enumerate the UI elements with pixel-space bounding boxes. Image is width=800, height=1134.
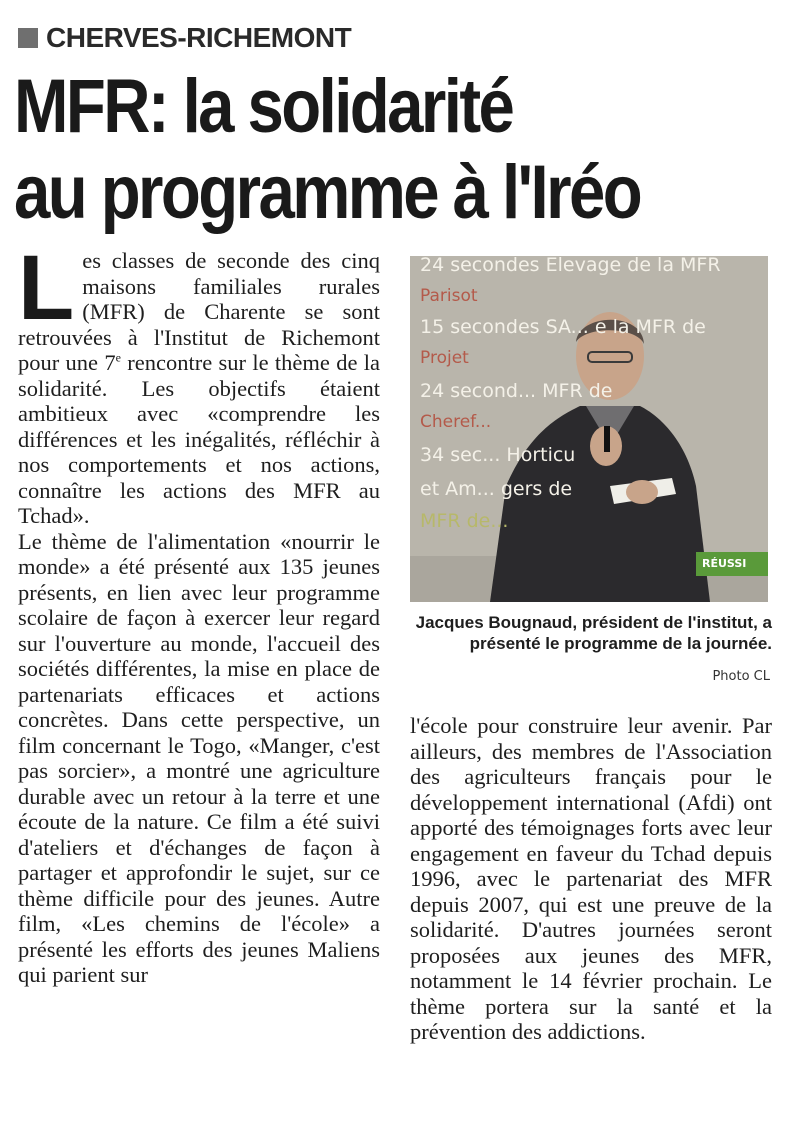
screen-line-1: 24 secondes Elevage de la MFR xyxy=(420,256,721,276)
screen-line-7: 34 sec... Horticu xyxy=(420,444,576,466)
headline-line-1: MFR: la solidarité xyxy=(14,64,513,149)
screen-line-4: Projet xyxy=(420,348,469,368)
paragraph-2: Le thème de l'alimentation «nourrir le monde» a été présenté aux 135 jeunes présents, en lien avec leur programme scolaire de façon à exercer leur regard sur l'ouverture au monde, l'accueil des sociétés différentes, la mise en place de partenariats efficaces et actions concrètes. Dans cette perspective, un film concernant le Togo, «Manger, c'est pas sorcier», a montré une agriculture durable avec un retour à la terre et une écoute de la nature. Ce film a été suivi d'ateliers et d'échanges de façon à partager et approfondir le sujet, sur ce thème difficile pour des jeunes. Autre film, «Les chemins de l'école» a présenté les efforts des jeunes Maliens qui parient sur xyxy=(18,528,380,987)
paragraph-3: l'école pour construire leur avenir. Par ailleurs, des membres de l'Association des agriculteurs français pour le développement international (Afdi) ont apporté des témoignages forts avec leur engagement en faveur du Tchad depuis 1996, avec le partenariat des MFR depuis 2007, qui est une preuve de la solidarité. D'autres journées seront proposées aux jeunes des MFR, notamment le 14 février prochain. Le thème portera sur la santé et la prévention des addictions. xyxy=(410,713,772,1044)
photo-credit: Photo CL xyxy=(712,669,770,684)
screen-line-3: 15 secondes SA... e la MFR de xyxy=(420,316,706,338)
screen-badge: RÉUSSI xyxy=(696,552,768,576)
screen-line-8: et Am... gers de xyxy=(420,478,573,500)
headline xyxy=(14,64,685,236)
screen-line-6: Cheref... xyxy=(420,412,492,432)
screen-line-5: 24 second... MFR de xyxy=(420,380,613,402)
article-column-right xyxy=(410,713,772,1045)
kicker-text: CHERVES-RICHEMONT xyxy=(46,22,352,53)
article-column-left xyxy=(18,237,380,988)
headline-line-2: au programme à l'Iréo xyxy=(14,150,641,235)
kicker-square-icon xyxy=(18,28,38,48)
screen-line-9: MFR de... xyxy=(420,510,509,532)
photo-caption: Jacques Bougnaud, président de l'institut, a présenté le programme de la journée. xyxy=(415,613,772,653)
paragraph-1-part-a: es classes de seconde des cinq maisons familiales rurales (MFR) de Charente se sont retrouvées à l'Institut de Richemont pour une 7 xyxy=(18,248,380,375)
screen-line-2: Parisot xyxy=(420,286,478,306)
paragraph-1 xyxy=(18,237,380,529)
article-photo xyxy=(410,256,768,602)
ordinal-superscript: e xyxy=(115,350,121,365)
section-kicker xyxy=(18,22,351,54)
paragraph-1-part-b: rencontre sur le thème de la solidarité. Les objectifs étaient ambitieux avec «comprendre les différences et les inégalités, réfléchir à nos comportements et nos actions, connaître les actions des MFR au Tchad». xyxy=(18,350,380,528)
dropcap: L xyxy=(18,237,75,339)
